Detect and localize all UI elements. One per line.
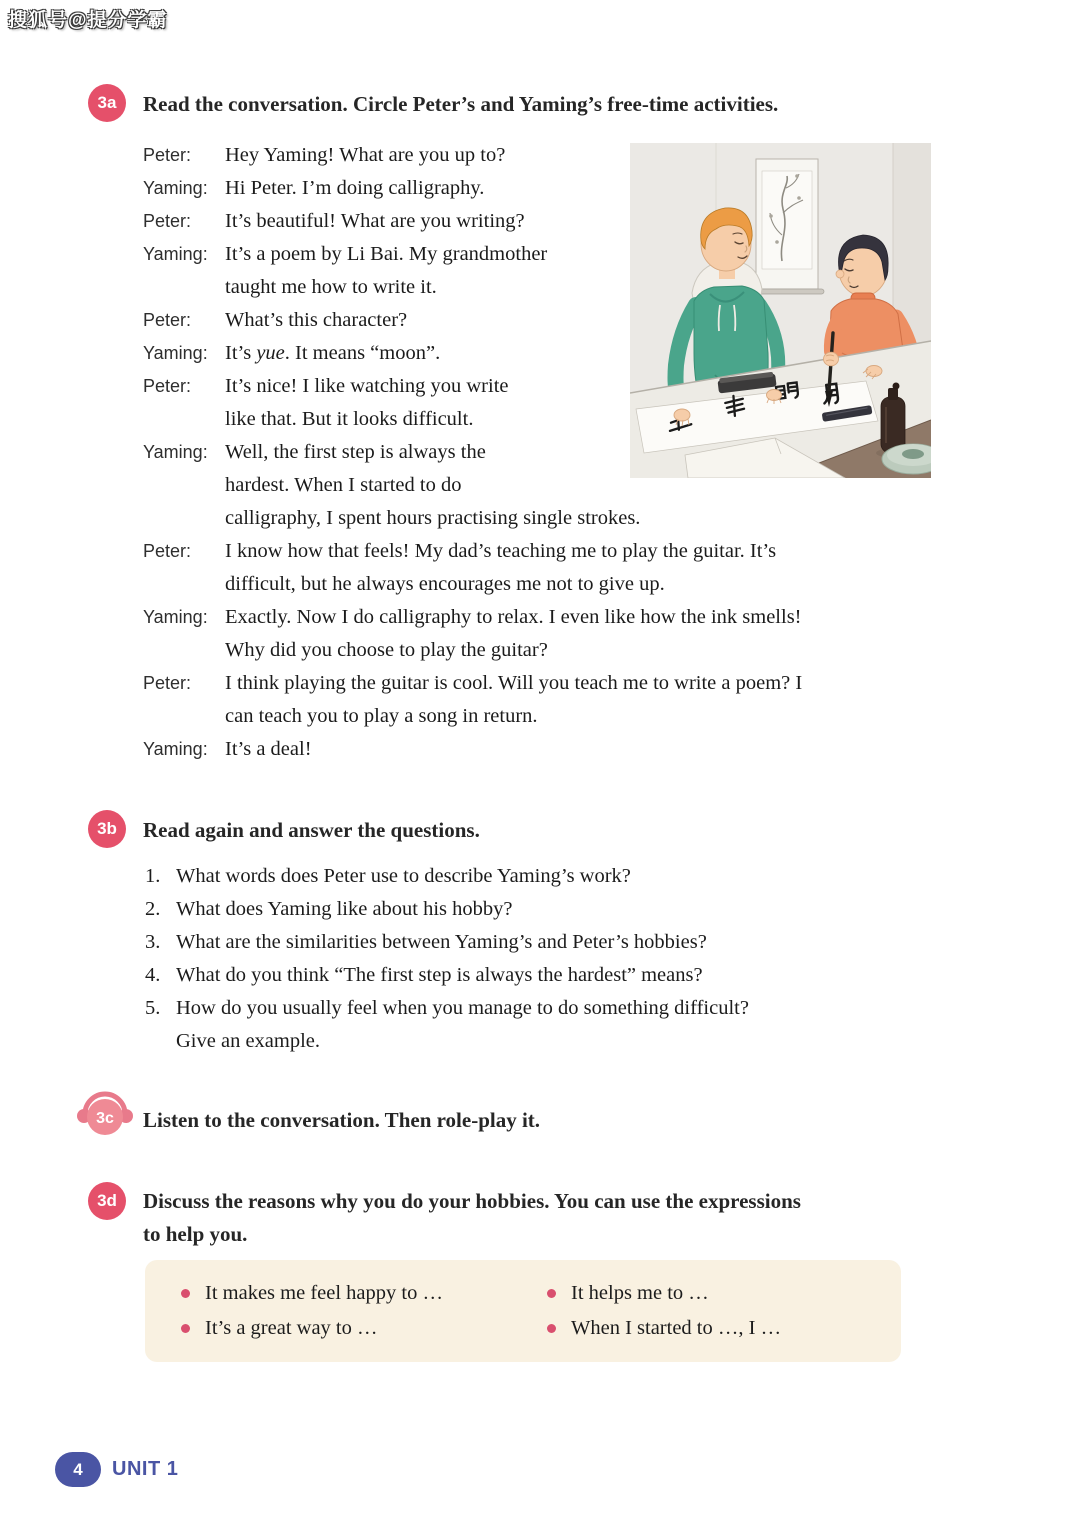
expression-item: It’s a great way to … [181, 1311, 443, 1346]
watermark: 搜狐号@提分学霸 [8, 10, 168, 31]
expression-item: It makes me feel happy to … [181, 1276, 443, 1311]
badge-3a-label: 3a [97, 93, 117, 112]
dialogue-line [143, 601, 802, 634]
bullet-icon [547, 1324, 556, 1333]
question-list [145, 860, 749, 1058]
speaker-label: Yaming: [143, 343, 208, 363]
speaker-label: Yaming: [143, 442, 208, 462]
badge-3d-label: 3d [97, 1191, 117, 1210]
dialogue-text: Hi Peter. I’m doing calligraphy. [225, 177, 485, 199]
badge-3d [88, 1182, 126, 1220]
speaker-label: Yaming: [143, 178, 208, 198]
speaker-label: Peter: [143, 310, 192, 330]
speaker-label: Peter: [143, 541, 192, 561]
speaker-label: Peter: [143, 673, 192, 693]
dialogue-line [143, 667, 802, 700]
dialogue-text: It’s a deal! [225, 738, 312, 760]
dialogue-text: taught me how to write it. [225, 276, 437, 298]
dialogue-text: It’s nice! I like watching you write [225, 375, 509, 397]
dialogue-text: Why did you choose to play the guitar? [225, 639, 548, 661]
dialogue-line [143, 700, 802, 733]
dialogue-text: hardest. When I started to do [225, 474, 462, 496]
badge-3a [88, 84, 126, 122]
dialogue-text: can teach you to play a song in return. [225, 705, 538, 727]
page-number: 4 [73, 1459, 83, 1479]
question-item: 4. What do you think “The first step is always the hardest” means? [145, 964, 703, 986]
section-3d-title [143, 1185, 801, 1251]
scroll-painting [750, 159, 824, 294]
question-item: 2. What does Yaming like about his hobby? [145, 898, 513, 920]
speaker-label: Peter: [143, 376, 192, 396]
dialogue-text: difficult, but he always encourages me not to give up. [225, 573, 665, 595]
badge-3c-label: 3c [96, 1110, 114, 1127]
expression-item: It helps me to … [547, 1276, 781, 1311]
dialogue-line [143, 733, 802, 766]
speaker-label: Yaming: [143, 739, 208, 759]
expression-item: When I started to …, I … [547, 1311, 781, 1346]
dialogue-text: calligraphy, I spent hours practising single strokes. [225, 507, 641, 529]
badge-3b-label: 3b [97, 819, 117, 838]
dialogue-text: Exactly. Now I do calligraphy to relax. I even like how the ink smells! [225, 606, 802, 628]
dialogue-text: I know how that feels! My dad’s teaching me to play the guitar. It’s [225, 540, 777, 562]
page-number-badge [55, 1452, 101, 1487]
question-item: 1. What words does Peter use to describe Yaming’s work? [145, 865, 631, 887]
dialogue-text: It’s a poem by Li Bai. My grandmother [225, 243, 548, 265]
section-3d-title-line1: Discuss the reasons why you do your hobbies. You can use the expressions [143, 1189, 801, 1213]
dialogue-line [143, 502, 802, 535]
dialogue-line [143, 568, 802, 601]
speaker-label: Peter: [143, 211, 192, 231]
unit-label: UNIT 1 [112, 1458, 179, 1480]
dialogue-text: I think playing the guitar is cool. Will you teach me to write a poem? I [225, 672, 803, 694]
calligraphy-illustration [630, 143, 931, 478]
bullet-icon [181, 1289, 190, 1298]
section-3c-title: Listen to the conversation. Then role-play it. [143, 1108, 541, 1132]
dialogue-text: It’s beautiful! What are you writing? [225, 210, 525, 232]
bullet-icon [547, 1289, 556, 1298]
question-item: 3. What are the similarities between Yaming’s and Peter’s hobbies? [145, 931, 707, 953]
section-3a-title: Read the conversation. Circle Peter’s and Yaming’s free-time activities. [143, 92, 779, 116]
dialogue-line [143, 634, 802, 667]
speaker-label: Yaming: [143, 244, 208, 264]
section-3b-title: Read again and answer the questions. [143, 818, 480, 842]
section-3d-title-line2: to help you. [143, 1222, 248, 1246]
speaker-label: Peter: [143, 145, 192, 165]
bullet-icon [181, 1324, 190, 1333]
expressions-column-1 [181, 1276, 443, 1346]
badge-3c-headphones-icon [76, 1086, 134, 1142]
dialogue-text: What’s this character? [225, 309, 408, 331]
dialogue-text: It’s yue. It means “moon”. [225, 342, 441, 364]
dialogue-line [143, 535, 802, 568]
dialogue-text: Well, the first step is always the [225, 441, 486, 463]
expressions-box [145, 1260, 901, 1362]
expressions-column-2 [547, 1276, 781, 1346]
badge-3b [88, 810, 126, 848]
question-item: Give an example. [176, 1030, 321, 1052]
speaker-label: Yaming: [143, 607, 208, 627]
dialogue-text: Hey Yaming! What are you up to? [225, 144, 506, 166]
yaming-hand [824, 352, 839, 366]
question-item: 5. How do you usually feel when you manage to do something difficult? [145, 997, 749, 1019]
dialogue-text: like that. But it looks difficult. [225, 408, 474, 430]
